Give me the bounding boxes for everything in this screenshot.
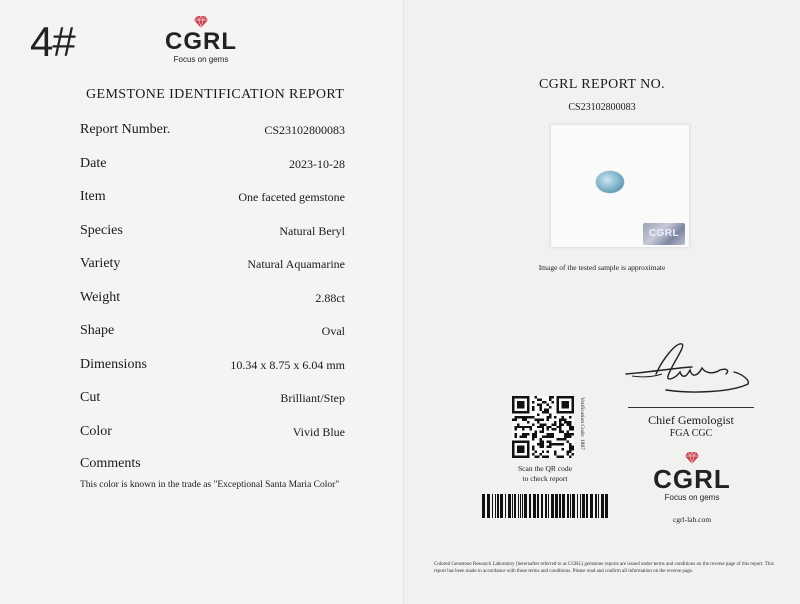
qr-caption-line1: Scan the QR code <box>518 464 572 473</box>
verification-code-text: Verification Code: 1887 <box>579 397 585 450</box>
qr-caption <box>502 464 588 484</box>
sample-photo <box>550 124 690 248</box>
report-fields <box>80 122 345 457</box>
signatory-credentials: FGA CGC <box>669 428 713 439</box>
field-value: Natural Aquamarine <box>247 257 345 271</box>
field-row <box>80 290 345 324</box>
field-row <box>80 189 345 223</box>
report-no-title: CGRL REPORT NO. <box>538 77 666 92</box>
field-value: 2.88ct <box>315 290 345 305</box>
brand-logo-bottom <box>649 452 735 502</box>
signatory-title: Chief Gemologist <box>648 413 734 427</box>
diamond-icon <box>194 16 208 28</box>
field-value: Oval <box>321 324 345 338</box>
diamond-icon <box>685 452 699 464</box>
qr-caption-line2: to check report <box>522 474 568 483</box>
field-label: Shape <box>80 323 115 338</box>
field-value: Vivid Blue <box>292 424 345 439</box>
comments-label: Comments <box>80 456 141 471</box>
field-row <box>80 223 345 257</box>
field-row <box>80 122 345 156</box>
field-value: 10.34 x 8.75 x 6.04 mm <box>230 357 345 372</box>
barcode <box>482 494 610 518</box>
brand-name: CGRL <box>653 464 731 494</box>
field-value: CS23102800083 <box>264 123 345 137</box>
field-value: 2023-10-28 <box>289 156 345 171</box>
signature-line <box>628 407 754 408</box>
field-label: Date <box>80 155 107 171</box>
photo-caption: Image of the tested sample is approximate <box>538 263 666 272</box>
brand-name: CGRL <box>165 28 237 55</box>
field-row <box>80 323 345 357</box>
website-link[interactable]: cgrl-lab.com <box>672 515 712 524</box>
field-label: Color <box>80 423 112 439</box>
field-value: One faceted gemstone <box>238 190 345 204</box>
gemstone-image <box>596 171 624 193</box>
field-row <box>80 156 345 190</box>
field-row <box>80 390 345 424</box>
field-label: Dimensions <box>80 356 147 372</box>
brand-logo-top <box>158 16 244 64</box>
lot-number: 4# <box>30 18 75 65</box>
qr-side-label <box>574 398 588 458</box>
field-label: Item <box>80 189 106 204</box>
report-no-value: CS23102800083 <box>568 102 636 113</box>
field-label: Report Number. <box>80 122 171 137</box>
comments-text: This color is known in the trade as "Exceptional Santa Maria Color" <box>80 480 340 490</box>
field-label: Species <box>80 222 123 238</box>
signature-image <box>622 334 754 408</box>
field-value: Brilliant/Step <box>280 391 345 405</box>
field-row <box>80 424 345 458</box>
field-row <box>80 357 345 391</box>
brand-tagline: Focus on gems <box>664 493 720 502</box>
field-label: Weight <box>80 289 121 305</box>
field-row <box>80 256 345 290</box>
disclaimer-text: Colored Gemstone Research Laboratory (hereinafter referred to as CGRL) gemstone reports are issued under terms and conditions on the reverse page of this report. This report has been made in accordance with these terms and conditions. Please read and confirm all information on the reverse page. <box>434 562 774 574</box>
field-label: Variety <box>80 256 121 271</box>
field-label: Cut <box>80 390 101 405</box>
field-value: Natural Beryl <box>279 223 345 238</box>
hologram-text: CGRL <box>648 228 680 239</box>
brand-tagline: Focus on gems <box>173 55 229 64</box>
hologram-sticker <box>643 223 685 245</box>
report-title: GEMSTONE IDENTIFICATION REPORT <box>86 87 345 102</box>
qr-code <box>512 396 574 458</box>
